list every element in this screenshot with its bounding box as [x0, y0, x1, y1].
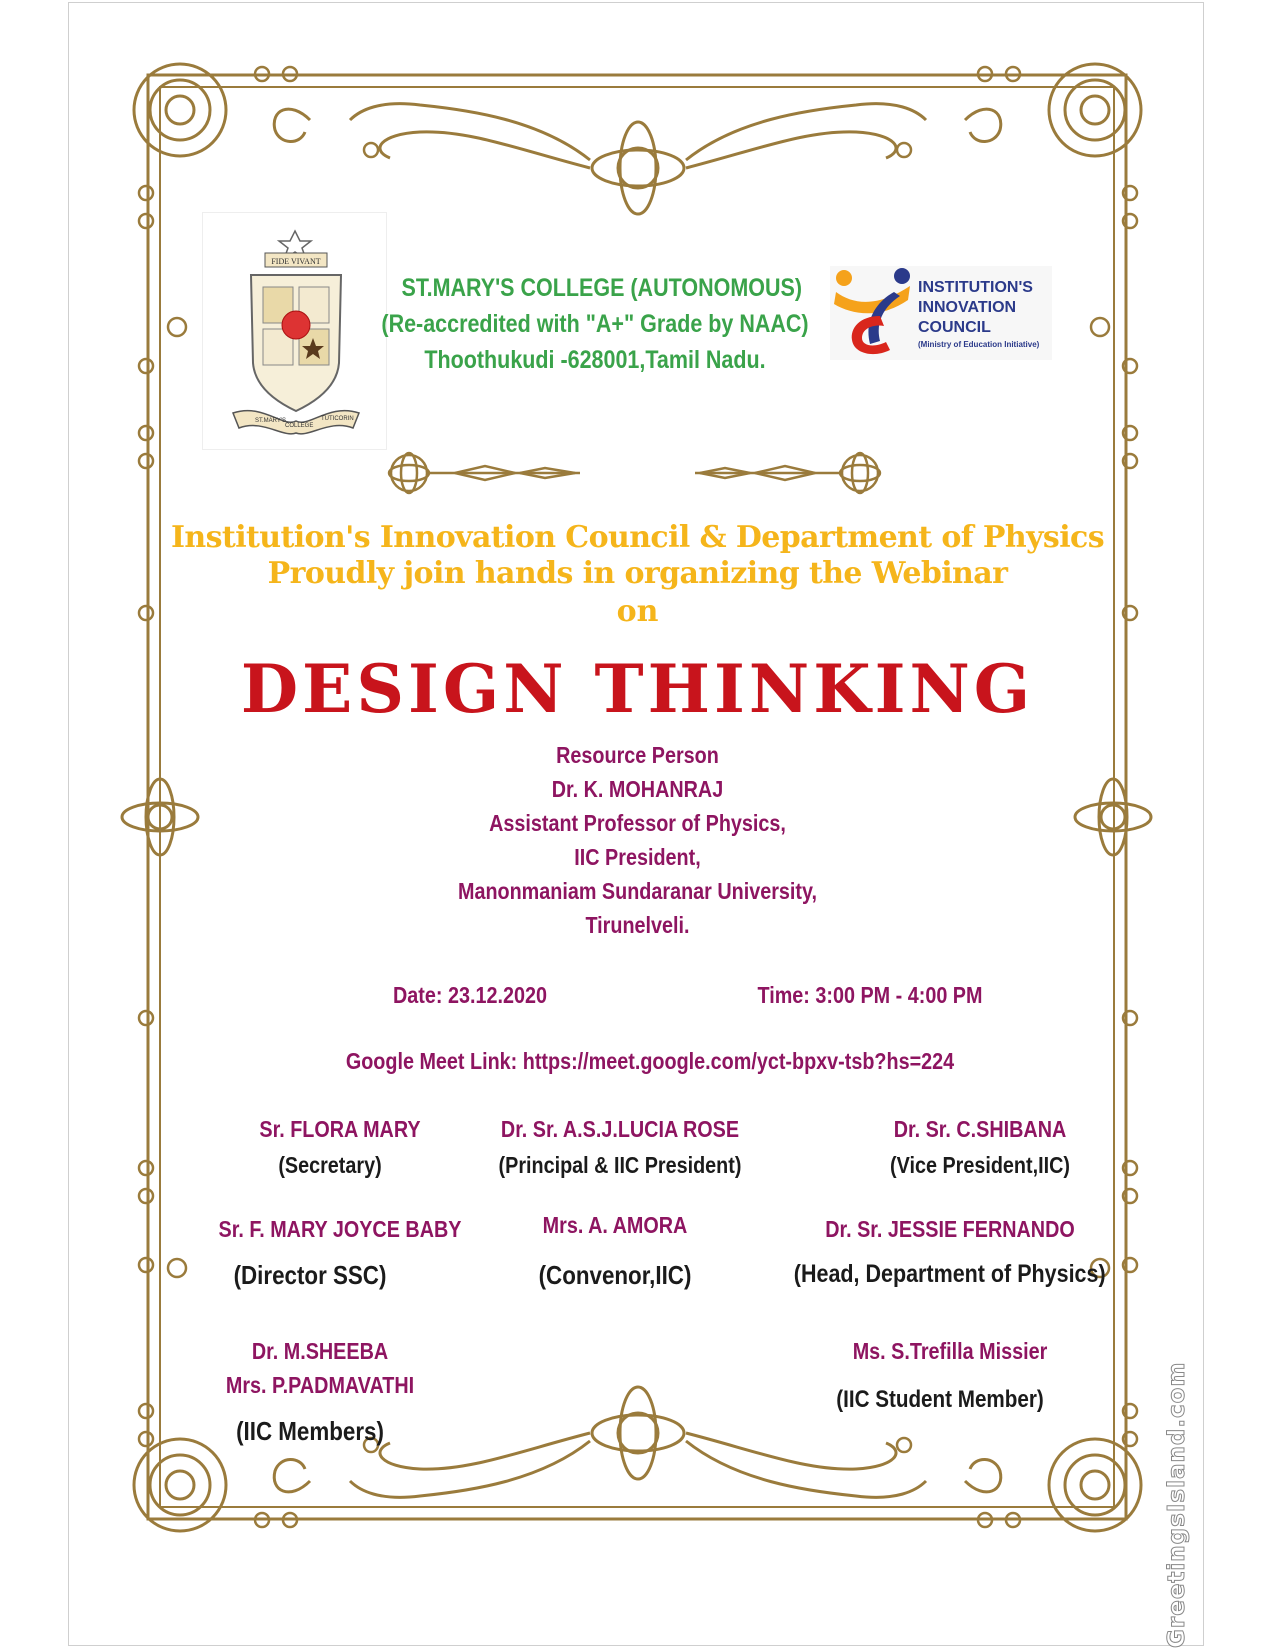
- committee-name-3: Dr. Sr. C.SHIBANA: [893, 1116, 1067, 1142]
- crest-ribbon-left: ST.MARY'S: [255, 418, 287, 424]
- committee-role-7: (IIC Members): [236, 1416, 384, 1446]
- committee-role-2: (Principal & IIC President): [498, 1152, 742, 1178]
- committee-role-3: (Vice President,IIC): [890, 1152, 1070, 1178]
- resource-heading: Resource Person: [556, 742, 719, 768]
- iic-line3: COUNCIL: [918, 319, 991, 336]
- committee-name-2: Dr. Sr. A.S.J.LUCIA ROSE: [500, 1116, 740, 1142]
- committee-name-5: Mrs. A. AMORA: [542, 1212, 688, 1238]
- webinar-title: DESIGN THINKING: [240, 650, 1035, 728]
- committee-role-8: (IIC Student Member): [836, 1386, 1044, 1413]
- college-name: ST.MARY'S COLLEGE (AUTONOMOUS): [401, 274, 802, 302]
- college-crest-logo: [202, 212, 387, 450]
- resource-city: Tirunelveli.: [585, 912, 690, 938]
- committee-name-4: Sr. F. MARY JOYCE BABY: [218, 1216, 462, 1242]
- intro-line-3: on: [616, 594, 659, 629]
- intro-line-2: Proudly join hands in organizing the Webinar: [267, 556, 1008, 591]
- committee-name-7b: Mrs. P.PADMAVATHI: [225, 1372, 415, 1398]
- committee-role-5: (Convenor,IIC): [538, 1260, 692, 1290]
- college-accreditation: (Re-accredited with "A+" Grade by NAAC): [381, 310, 809, 338]
- watermark-text: GreetingsIsland.com: [1164, 1361, 1190, 1648]
- google-meet-link[interactable]: Google Meet Link: https://meet.google.com/yct-bpxv-tsb?hs=224: [345, 1048, 955, 1074]
- resource-name: Dr. K. MOHANRAJ: [551, 776, 724, 802]
- resource-role: IIC President,: [574, 844, 701, 870]
- committee-role-1: (Secretary): [278, 1152, 382, 1178]
- committee-name-1: Sr. FLORA MARY: [259, 1116, 421, 1142]
- iic-logo-text: [918, 278, 1033, 338]
- college-address: Thoothukudi -628001,Tamil Nadu.: [424, 346, 766, 374]
- webinar-time: Time: 3:00 PM - 4:00 PM: [757, 982, 983, 1008]
- crest-ribbon-mid: COLLEGE: [285, 423, 314, 429]
- committee-name-6: Dr. Sr. JESSIE FERNANDO: [825, 1216, 1075, 1242]
- resource-designation: Assistant Professor of Physics,: [489, 810, 786, 836]
- crest-ribbon-right: TUTICORIN: [321, 416, 354, 422]
- iic-emblem-icon: [830, 266, 918, 360]
- crest-icon: [203, 213, 388, 451]
- iic-line2: INNOVATION: [918, 299, 1017, 316]
- committee-role-6: (Head, Department of Physics): [793, 1260, 1106, 1288]
- iic-logo: [830, 266, 1052, 360]
- webinar-date: Date: 23.12.2020: [393, 982, 547, 1008]
- committee-role-4: (Director SSC): [233, 1260, 387, 1290]
- intro-line-1: Institution's Innovation Council & Department of Physics: [171, 520, 1104, 555]
- crest-motto: FIDE VIVANT: [271, 257, 321, 266]
- resource-university: Manonmaniam Sundaranar University,: [457, 878, 818, 904]
- committee-name-7: Dr. M.SHEEBA: [251, 1338, 389, 1364]
- iic-line1: INSTITUTION'S: [918, 279, 1033, 296]
- committee-name-8: Ms. S.Trefilla Missier: [852, 1338, 1048, 1364]
- iic-tagline: (Ministry of Education Initiative): [918, 340, 1040, 349]
